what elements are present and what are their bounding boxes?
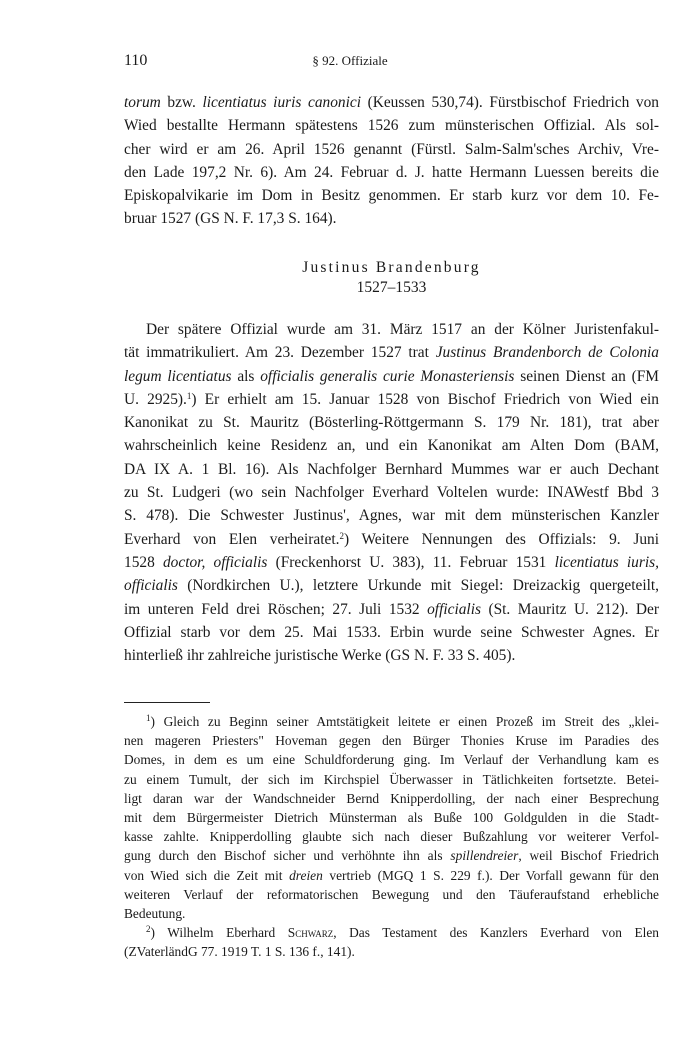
text-run: 1528	[124, 553, 163, 571]
footnote-marker: 1	[146, 713, 151, 723]
text-line: weiteren Verlauf der reformatorischen Bewegung und den Täuferaufstand erhebliche	[124, 886, 659, 902]
text-run: seinen Dienst an (FM	[514, 367, 659, 385]
text-run: ) Er erhielt am 15. Januar 1528 von Bischof Friedrich von Wied ein	[191, 390, 659, 408]
text-line	[124, 388, 659, 411]
running-head: § 92. Offiziale	[312, 53, 388, 68]
text-run: ) Weitere Nennungen des Offizials: 9. Juni	[343, 530, 660, 548]
text-line: Kanonikat zu St. Mauritz (Bösterling-Röttgermann S. 179 Nr. 181), trat aber	[124, 414, 659, 432]
text-line: ligt daran war der Wandschneider Bernd Knipperdolling, der nach einer Besprechung	[124, 790, 659, 806]
text-line: cher wird er am 26. April 1526 genannt (Fürstl. Salm-Salm'sches Archiv, Vre-	[124, 140, 659, 158]
text-line: zu St. Ludgeri (wo sein Nachfolger Everhard Voltelen wurde: INAWestf Bbd 3	[124, 484, 659, 502]
text-line	[124, 866, 659, 885]
author-name: Schwarz	[287, 925, 334, 941]
italic-text: Justinus Brandenborch de Colonia	[435, 344, 659, 362]
footnote-marker: 2	[146, 924, 151, 935]
paragraph-justinus	[124, 318, 659, 667]
italic-text: spillendreier	[450, 848, 519, 864]
text-line: Wied bestallte Hermann spätestens 1526 zum münsterischen Offizial. Als sol-	[124, 117, 659, 135]
text-line: S. 478). Die Schwester Justinus', Agnes, war mit dem münsterischen Kanzler	[124, 507, 659, 525]
text-run: Everhard von Elen verheiratet.	[124, 530, 340, 548]
italic-text: licentiatus iuris,	[554, 553, 659, 571]
text-line	[124, 365, 659, 388]
heading-name: Justinus Brandenburg	[302, 259, 481, 276]
text-line	[124, 846, 659, 865]
italic-text: legum licentiatus	[124, 367, 232, 385]
footnote-2	[124, 923, 659, 942]
italic-text: officialis	[427, 600, 481, 618]
text-line: wahrscheinlich keine Residenz an, und ein Kanonikat am Alten Dom (BAM,	[124, 437, 659, 455]
page-header	[124, 52, 576, 74]
text-line	[124, 598, 659, 621]
footnote-ref[interactable]: 1	[186, 390, 192, 401]
italic-text: dreien	[289, 867, 323, 883]
text-line	[124, 91, 659, 114]
text-line: Der spätere Offizial wurde am 31. März 1517 an der Kölner Juristenfakul-	[146, 321, 659, 338]
footnotes	[124, 712, 659, 962]
text-line: zu einem Tumult, der sich im Kirchspiel Überwasser in Tätlichkeiten fortsetzte. Betei-	[124, 771, 659, 787]
text-run: ) Gleich zu Beginn seiner Amtstätigkeit leitete er einen Prozeß im Streit des „klei-	[150, 714, 659, 729]
text-line: mit dem Bürgermeister Dietrich Münsterman als Buße 100 Goldgulden in die Stadt-	[124, 810, 659, 826]
text-line: den Lade 197,2 Nr. 6). Am 24. Februar d. J. hatte Hermann Luessen bereits die	[124, 163, 659, 181]
text-run: im unteren Feld drei Röschen; 27. Juli 1532	[124, 600, 428, 618]
footnote-separator	[124, 702, 210, 703]
text-line: bruar 1527 (GS N. F. 17,3 S. 164).	[124, 210, 337, 228]
text-line: Episkopalvikarie im Dom in Besitz genommen. Er starb kurz vor dem 10. Fe-	[124, 187, 659, 205]
text-run: von Wied sich die Zeit mit	[124, 867, 290, 883]
text-run: vertrieb (MGQ 1 S. 229 f.). Der Vorfall gewann für den	[322, 867, 659, 883]
text-run: ) Wilhelm Eberhard	[150, 925, 288, 941]
italic-text: torum	[124, 94, 161, 111]
text-run: , weil Bischof Friedrich	[518, 848, 660, 864]
text-run: (Freckenhorst U. 383), 11. Februar 1531	[267, 553, 555, 571]
text-line	[124, 574, 659, 597]
text-line: kasse zahlte. Knipperdolling glaubte sich nach dieser Bußzahlung vor weiterer Verfol-	[124, 829, 659, 845]
italic-text: doctor, officialis	[162, 553, 268, 571]
paragraph-hermann-end	[124, 91, 659, 231]
text-run: (St. Mauritz U. 212). Der	[480, 600, 660, 618]
text-run: bzw.	[160, 94, 203, 111]
text-line: hinterließ ihr zahlreiche juristische Werke (GS N. F. 33 S. 405).	[124, 647, 516, 665]
section-heading	[124, 258, 659, 298]
text-line: DA IX A. 1 Bl. 16). Als Nachfolger Bernhard Mummes war er auch Dechant	[124, 460, 659, 478]
text-line	[124, 551, 659, 574]
text-run: U. 2925).	[124, 390, 187, 408]
text-line: nen mageren Priesters" Hoveman gegen den Bürger Thonies Kruse im Paradies des	[124, 733, 659, 749]
text-run: , Das Testament des Kanzlers Everhard von Elen	[333, 925, 659, 941]
text-run: (Keussen 530,74). Fürstbischof Friedrich von	[361, 94, 659, 111]
text-line: Bedeutung.	[124, 906, 186, 922]
italic-text: licentiatus iuris canonici	[202, 94, 361, 111]
text-line: (ZVaterländG 77. 1919 T. 1 S. 136 f., 141).	[124, 944, 355, 960]
footnote-1	[124, 712, 659, 731]
heading-dates: 1527–1533	[356, 279, 427, 296]
italic-text: officialis	[124, 577, 178, 595]
text-line: Offizial starb vor dem 25. Mai 1533. Erbin wurde seine Schwester Agnes. Er	[124, 623, 659, 641]
page-number: 110	[124, 52, 148, 69]
text-run: gung durch den Bischof sicher und verhöhnte ihn als	[124, 848, 451, 864]
italic-text: officialis generalis curie Monasteriensis	[260, 367, 515, 385]
text-run: tät immatrikuliert. Am 23. Dezember 1527 trat	[124, 344, 436, 362]
footnote-ref[interactable]: 2	[339, 530, 344, 541]
text-line	[124, 341, 659, 364]
text-line: Domes, in dem es um eine Schuldforderung ging. Im Verlauf der Verhandlung kam es	[124, 752, 659, 768]
text-run: als	[231, 367, 261, 385]
text-run: (Nordkirchen U.), letztere Urkunde mit Siegel: Dreizackig quergeteilt,	[177, 577, 659, 595]
text-line	[124, 528, 659, 551]
